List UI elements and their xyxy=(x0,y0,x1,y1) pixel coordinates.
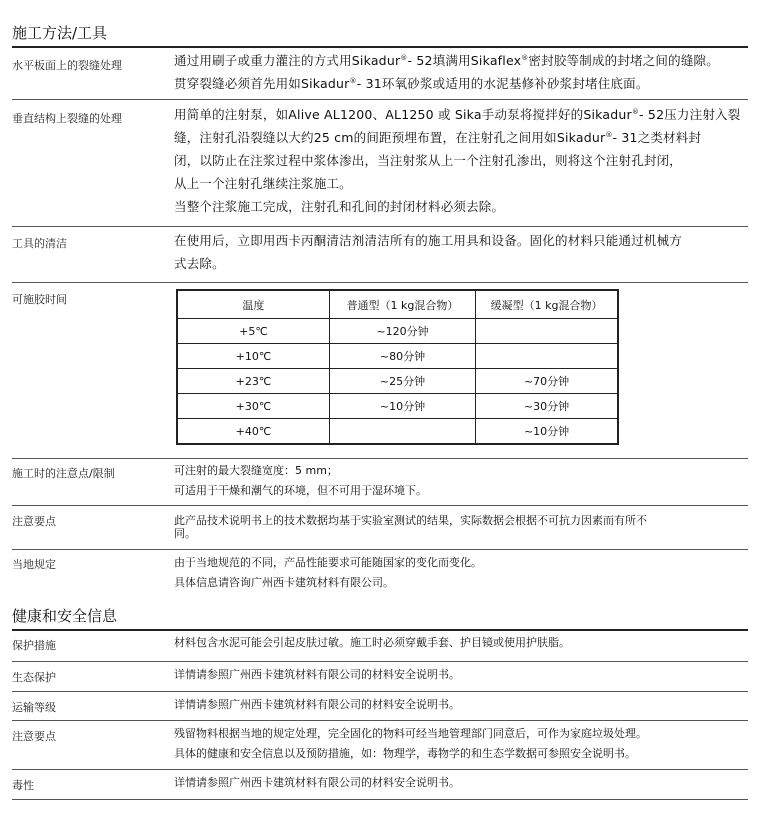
text-line: 详情请参照广州西卡建筑材料有限公司的材料安全说明书。 xyxy=(174,668,460,681)
row-divider xyxy=(12,282,748,283)
text-ecology xyxy=(174,665,748,685)
cell-slow xyxy=(476,344,618,369)
table-row xyxy=(177,319,618,344)
text-line: 闭，以防止在注浆过程中浆体渗出，当注射浆从上一个注射孔渗出，则将这个注射孔封闭， xyxy=(174,153,683,168)
row-divider xyxy=(12,549,748,550)
text-line: 详情请参照广州西卡建筑材料有限公司的材料安全说明书。 xyxy=(174,698,460,711)
text-tool-cleaning xyxy=(174,229,748,275)
row-divider xyxy=(12,99,748,100)
text-toxicity xyxy=(174,773,748,793)
label-vertical-cracks: 垂直结构上裂缝的处理 xyxy=(12,112,122,125)
section-title-method: 施工方法/工具 xyxy=(12,24,108,42)
table-row xyxy=(177,369,618,394)
row-divider xyxy=(12,661,748,662)
row-divider xyxy=(12,505,748,506)
table-row xyxy=(177,344,618,369)
table-row xyxy=(177,394,618,419)
cell-temperature: +10℃ xyxy=(177,344,329,369)
cell-slow xyxy=(476,319,618,344)
cell-normal: ~25分钟 xyxy=(329,369,475,394)
text-limits xyxy=(174,461,748,501)
label-toxicity: 毒性 xyxy=(12,779,34,792)
header-cell-temperature: 温度 xyxy=(177,290,329,319)
text-line: 当整个注浆施工完成，注射孔和孔间的封闭材料必须去除。 xyxy=(174,199,505,214)
text-line: 缝，注射孔沿裂缝以大约25 cm的间距预埋布置，在注射孔之间用如Sikadur®- 31之类材料封 xyxy=(174,130,702,145)
text-health-notes xyxy=(174,724,748,764)
text-line: 由于当地规范的不同，产品性能要求可能随国家的变化而变化。 xyxy=(174,556,482,569)
table-row xyxy=(177,419,618,445)
label-pot-life: 可施胶时间 xyxy=(12,293,67,306)
cell-slow: ~70分钟 xyxy=(476,369,618,394)
section-title-health: 健康和安全信息 xyxy=(12,607,118,625)
label-tool-cleaning: 工具的清洁 xyxy=(12,237,67,250)
text-line: 通过用刷子或重力灌注的方式用Sikadur®- 52填满用Sikaflex®密封胶等制成的封堵之间的缝隙。 xyxy=(174,53,719,68)
text-line: 可注射的最大裂缝宽度：5 mm； xyxy=(174,464,338,477)
text-line: 式去除。 xyxy=(174,256,225,271)
text-line: 具体的健康和安全信息以及预防措施，如：物理学，毒物学的和生态学数据可参照安全说明书。 xyxy=(174,747,636,760)
row-divider xyxy=(12,799,748,800)
text-line: 此产品技术说明书上的技术数据均基于实验室测试的结果，实际数据会根据不可抗力因素而有所不 xyxy=(174,514,647,527)
text-line: 材料包含水泥可能会引起皮肤过敏。施工时必须穿戴手套、护目镜或使用护肤脂。 xyxy=(174,636,570,649)
cell-temperature: +23℃ xyxy=(177,369,329,394)
text-line: 贯穿裂缝必须首先用如Sikadur®- 31环氧砂浆或适用的水泥基修补砂浆封堵住底面。 xyxy=(174,76,649,91)
text-line: 可适用于干燥和潮气的环境，但不可用于湿环境下。 xyxy=(174,484,427,497)
header-cell-slow: 缓凝型（1 kg混合物） xyxy=(476,290,618,319)
label-limits: 施工时的注意点/限制 xyxy=(12,467,115,480)
row-divider xyxy=(12,769,748,770)
cell-slow: ~10分钟 xyxy=(476,419,618,445)
text-line: 从上一个注射孔继续注浆施工。 xyxy=(174,176,352,191)
text-line: 在使用后，立即用西卡丙酮清洁剂清洁所有的施工用具和设备。固化的材料只能通过机械方 xyxy=(174,233,683,248)
text-transport xyxy=(174,695,748,715)
text-vertical-cracks xyxy=(174,103,748,218)
table-header-row xyxy=(177,290,618,319)
label-health-notes: 注意要点 xyxy=(12,730,56,743)
cell-normal: ~10分钟 xyxy=(329,394,475,419)
row-divider xyxy=(12,691,748,692)
section-divider xyxy=(12,46,748,48)
label-local-regulations: 当地规定 xyxy=(12,558,56,571)
cell-temperature: +30℃ xyxy=(177,394,329,419)
text-line: 具体信息请咨询广州西卡建筑材料有限公司。 xyxy=(174,576,394,589)
cell-normal: ~120分钟 xyxy=(329,319,475,344)
cell-normal: ~80分钟 xyxy=(329,344,475,369)
row-divider xyxy=(12,720,748,721)
label-ecology: 生态保护 xyxy=(12,671,56,684)
cell-temperature: +40℃ xyxy=(177,419,329,445)
text-line: 同。 xyxy=(174,527,196,540)
text-local-regulations xyxy=(174,553,748,593)
cell-temperature: +5℃ xyxy=(177,319,329,344)
text-protection xyxy=(174,633,748,653)
text-line: 用简单的注射泵，如Alive AL1200、AL1250 或 Sika手动泵将搅拌好的Sikadur®- 52压力注射入裂 xyxy=(174,107,741,122)
text-horizontal-cracks xyxy=(174,49,748,95)
header-cell-normal: 普通型（1 kg混合物） xyxy=(329,290,475,319)
cell-normal xyxy=(329,419,475,445)
label-transport: 运输等级 xyxy=(12,701,56,714)
text-notes xyxy=(174,514,748,540)
text-line: 详情请参照广州西卡建筑材料有限公司的材料安全说明书。 xyxy=(174,776,460,789)
label-protection: 保护措施 xyxy=(12,639,56,652)
row-divider xyxy=(12,458,748,459)
label-horizontal-cracks: 水平板面上的裂缝处理 xyxy=(12,59,122,72)
text-line: 残留物料根据当地的规定处理，完全固化的物料可经当地管理部门同意后，可作为家庭垃圾处理。 xyxy=(174,727,647,740)
pot-life-table xyxy=(176,289,619,445)
label-notes: 注意要点 xyxy=(12,515,56,528)
section-divider xyxy=(12,629,748,631)
row-divider xyxy=(12,226,748,227)
cell-slow: ~30分钟 xyxy=(476,394,618,419)
